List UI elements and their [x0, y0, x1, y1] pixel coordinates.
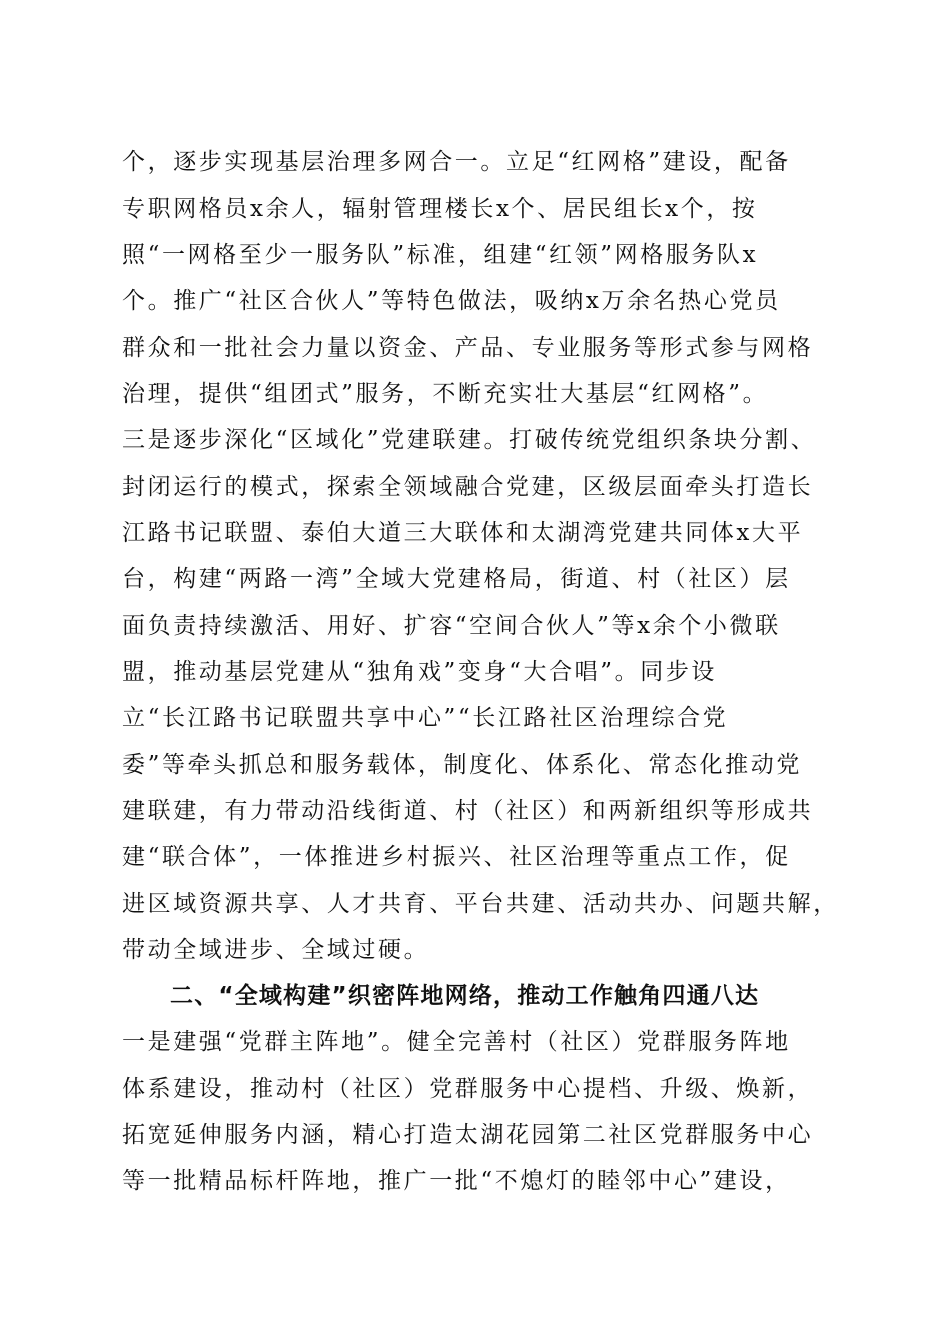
- paragraph-line: 等一批精品标杆阵地，推广一批“不熄灯的睦邻中心”建设，: [122, 1168, 791, 1194]
- paragraph-line: 封闭运行的模式，探索全领域融合党建，区级层面牵头打造长: [122, 474, 814, 500]
- paragraph-line: 三是逐步深化“区域化”党建联建。打破传统党组织条块分割、: [122, 427, 817, 453]
- paragraph-line: 进区域资源共享、人才共育、平台共建、活动共办、问题共解，: [122, 891, 839, 917]
- paragraph-line: 带动全域进步、全域过硬。: [122, 937, 430, 963]
- paragraph-line: 体系建设，推动村（社区）党群服务中心提档、升级、焕新，: [122, 1076, 814, 1102]
- section-heading: 二、“全域构建”织密阵地网络，推动工作触角四通八达: [170, 983, 760, 1009]
- paragraph-line: 一是建强“党群主阵地”。健全完善村（社区）党群服务阵地: [122, 1029, 791, 1055]
- paragraph-line: 盟，推动基层党建从“独角戏”变身“大合唱”。同步设: [122, 659, 718, 685]
- paragraph-line: 立“长江路书记联盟共享中心”“长江路社区治理综合党: [122, 705, 729, 731]
- paragraph-line: 建“联合体”，一体推进乡村振兴、社区治理等重点工作，促: [122, 844, 791, 870]
- paragraph-line: 照“一网格至少一服务队”标准，组建“红领”网格服务队x: [122, 242, 759, 268]
- paragraph-line: 委”等牵头抓总和服务载体，制度化、体系化、常态化推动党: [122, 752, 802, 778]
- paragraph-line: 群众和一批社会力量以资金、产品、专业服务等形式参与网格: [122, 335, 814, 361]
- paragraph-line: 台，构建“两路一湾”全域大党建格局，街道、村（社区）层: [122, 566, 791, 592]
- paragraph-line: 个。推广“社区合伙人”等特色做法，吸纳x万余名热心党员: [122, 288, 781, 314]
- paragraph-line: 江路书记联盟、泰伯大道三大联体和太湖湾党建共同体x大平: [122, 520, 804, 546]
- paragraph-line: 个，逐步实现基层治理多网合一。立足“红网格”建设，配备: [122, 149, 791, 175]
- paragraph-line: 建联建，有力带动沿线街道、村（社区）和两新组织等形成共: [122, 798, 814, 824]
- paragraph-line: 专职网格员x余人，辐射管理楼长x个、居民组长x个，按: [122, 196, 758, 222]
- paragraph-line: 治理，提供“组团式”服务，不断充实壮大基层“红网格”。: [122, 381, 769, 407]
- paragraph-line: 拓宽延伸服务内涵，精心打造太湖花园第二社区党群服务中心: [122, 1122, 814, 1148]
- paragraph-line: 面负责持续激活、用好、扩容“空间合伙人”等x余个小微联: [122, 613, 781, 639]
